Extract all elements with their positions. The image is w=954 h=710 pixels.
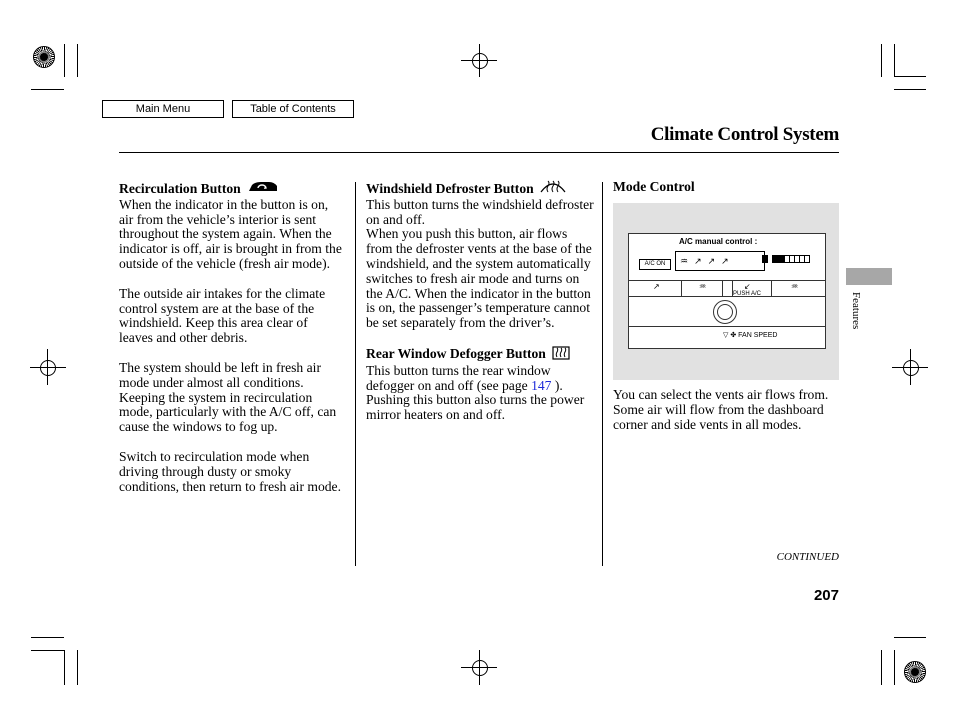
registration-sunburst-icon (904, 661, 926, 683)
title-divider (119, 152, 839, 153)
push-ac-label: PUSH A/C (733, 291, 762, 297)
section-tab[interactable] (846, 268, 892, 285)
recirculation-heading (119, 180, 345, 198)
fan-bar-display (762, 254, 812, 264)
recirculation-paragraph-1: When the indicator in the button is on, air from the vehicle’s interior is sent throughout the system again. When the indicator is off, air is brought in from the outside of the vehicle (fresh air mode). (119, 196, 342, 271)
defogger-heading-text: Rear Window Defogger Button (366, 346, 546, 362)
crosshair-icon (472, 53, 488, 69)
mode-control-paragraph: You can select the vents air flows from. Some air will flow from the dashboard corner and side vents in all modes. (613, 387, 829, 432)
column-recirculation (119, 180, 345, 494)
mode-button-icon: ↗ (653, 282, 660, 291)
recirculation-heading-text: Recirculation Button (119, 180, 241, 196)
recirculation-paragraph-3: The system should be left in fresh air mode under almost all conditions. Keeping the system in recirculation mode, particularly with the A/C off, can cause the windows to fog up. (119, 359, 337, 435)
main-menu-button[interactable]: Main Menu (102, 100, 224, 118)
column-divider (355, 182, 356, 566)
page-number: 207 (813, 587, 839, 604)
defogger-heading (366, 346, 594, 364)
climate-control-panel-diagram (628, 233, 826, 349)
registration-sunburst-icon (33, 46, 55, 68)
crosshair-icon (40, 360, 56, 376)
panel-display-label: A/C manual control : (679, 237, 758, 246)
page-title: Climate Control System (650, 124, 839, 145)
mode-control-heading: Mode Control (613, 179, 695, 194)
recirculation-paragraph-4: Switch to recirculation mode when driving through dusty or smoky conditions, then return to fresh air mode. (119, 448, 341, 494)
recirculation-paragraph-2: The outside air intakes for the climate control system are at the base of the windshield. Keep this area clear of leaves and other debris. (119, 285, 326, 346)
defogger-paragraph: This button turns the rear window defogger on and off (see page 147 ). Pushing this button also turns the power mirror heaters on and off. (366, 362, 585, 423)
mode-button-icon: ↙ (744, 282, 751, 291)
defroster-paragraph-1: This button turns the windshield defroster on and off. (366, 196, 594, 227)
fan-knob (713, 300, 737, 324)
column-divider (602, 182, 603, 566)
recirculation-icon (247, 180, 279, 198)
vent-mode-display-icons: ♒↗↗↗ (675, 251, 765, 271)
crosshair-icon (472, 660, 488, 676)
crosshair-icon (903, 360, 919, 376)
defroster-heading (366, 180, 594, 198)
continued-label: CONTINUED (776, 551, 839, 563)
mode-control-text (613, 388, 839, 432)
column-mode-control (613, 180, 839, 195)
table-of-contents-button[interactable]: Table of Contents (232, 100, 354, 118)
rear-defogger-icon (552, 346, 570, 364)
defroster-heading-text: Windshield Defroster Button (366, 180, 534, 196)
mode-button-icon: ♒ (791, 282, 799, 291)
windshield-defroster-icon (540, 180, 566, 198)
mode-button-icon: ♒ (699, 282, 707, 291)
column-defroster (366, 180, 594, 423)
fan-speed-row: ▽ ✤ FAN SPEED (723, 332, 778, 339)
ac-on-indicator: A/C ON (639, 259, 671, 270)
section-tab-label: Features (850, 292, 862, 330)
page-147-link[interactable]: 147 (531, 377, 552, 393)
defroster-paragraph-2: When you push this button, air flows from the defroster vents at the base of the windshield, and the system automatically switches to fresh air mode and turns on the A/C. When the indicator in the button is on, the passenger’s temperature cannot be set separately from the driver’s. (366, 226, 592, 331)
